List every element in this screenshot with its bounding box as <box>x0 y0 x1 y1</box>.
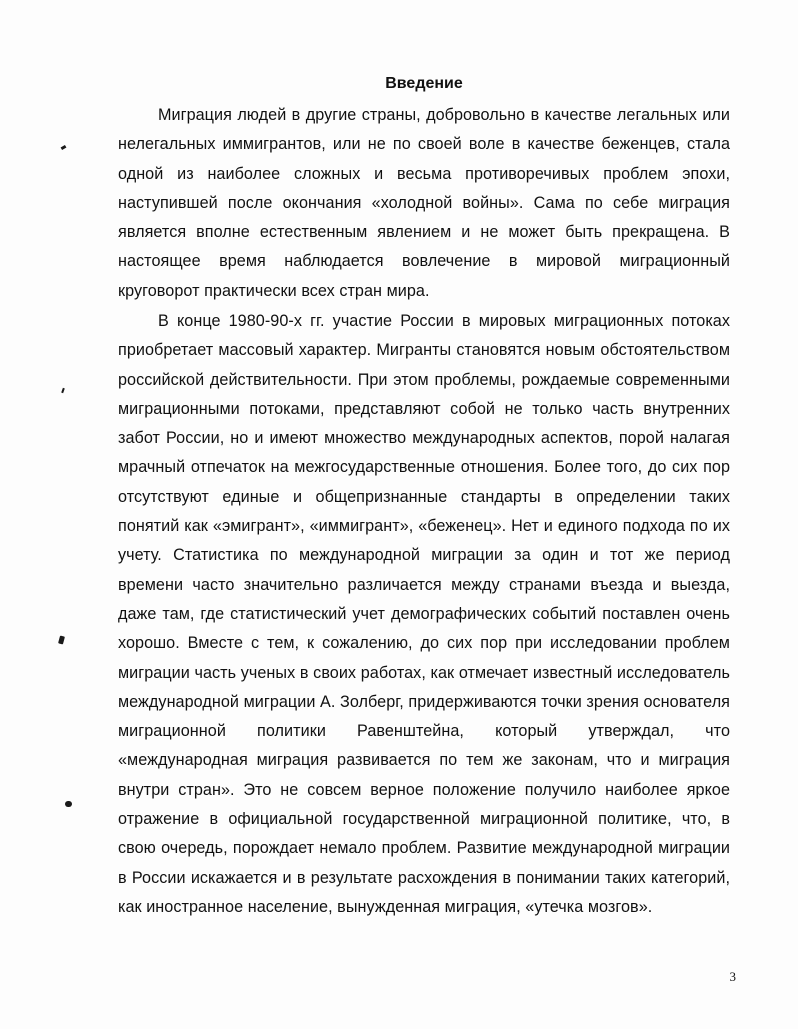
scan-speck <box>61 388 65 393</box>
section-heading: Введение <box>385 75 463 92</box>
paragraph-2: В конце 1980-90-х гг. участие России в мировых миграционных потоках приобретает массовый характер. Мигранты становятся новым обстоятельством российской действительности. При этом проблемы, рождаемые современными миграционными потоками, представляют собой не только часть внутренних забот России, но и имеют множество международных аспектов, порой налагая мрачный отпечаток на межгосударственные отношения. Более того, до сих пор отсутствуют единые и общепризнанные стандарты в определении таких понятий как «эмигрант», «иммигрант», «беженец». Нет и единого подхода по их учету. Статистика по международной миграции за один и тот же период времени часто значительно различается между странами въезда и выезда, даже там, где статистический учет демографических событий поставлен очень хорошо. Вместе с тем, к сожалению, до сих пор при исследовании проблем миграции часть ученых в своих работах, как отмечает известный исследователь международной миграции А. Золберг, придерживаются точки зрения основателя миграционной политики Равенштейна, который утверждал, что «международная миграция развивается по тем же законам, что и миграция внутри стран». Это не совсем верное положение получило наиболее яркое отражение в официальной государственной миграционной политике, что, в свою очередь, порождает немало проблем. Развитие международной миграции в России искажается и в результате расхождения в понимании таких категорий, как иностранное население, вынужденная миграция, «утечка мозгов». <box>118 312 730 916</box>
scan-speck <box>58 635 65 644</box>
paragraph-1: Миграция людей в другие страны, добровольно в качестве легальных или нелегальных иммигрантов, или не по своей воле в качестве беженцев, стала одной из наиболее сложных и весьма противоречивых проблем эпохи, наступившей после окончания «холодной войны». Сама по себе миграция является вполне естественным явлением и не может быть прекращена. В настоящее время наблюдается вовлечение в мировой миграционный круговорот практически всех стран мира. <box>118 106 730 300</box>
scan-speck <box>65 801 72 807</box>
scan-speck <box>61 145 67 150</box>
page-number: 3 <box>729 969 736 984</box>
